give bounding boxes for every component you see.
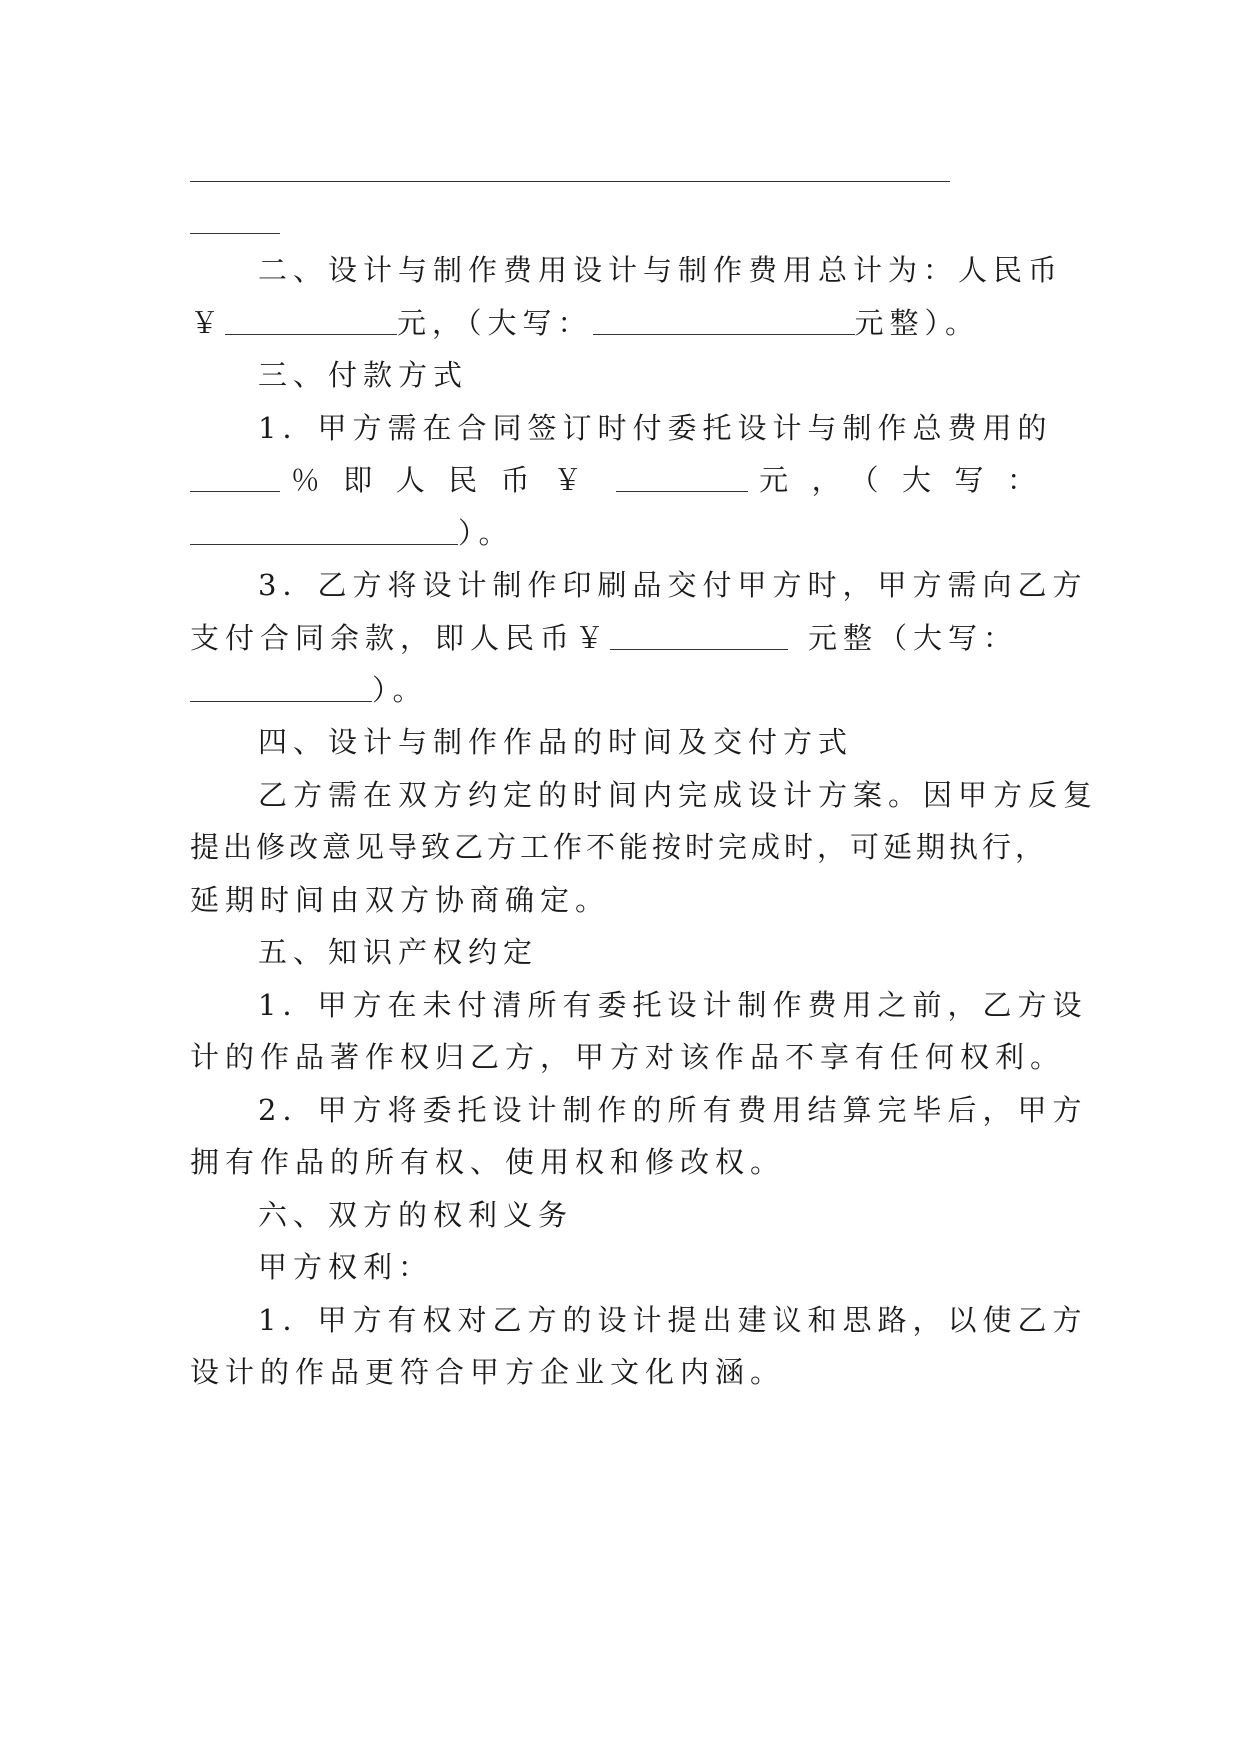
section-4-title: 四、设计与制作作品的时间及交付方式 <box>258 725 854 759</box>
section-6-subtitle: 甲方权利： <box>258 1250 434 1284</box>
section-2-end: 元整）。 <box>854 306 981 340</box>
section-3-item-1-end: ）。 <box>458 516 514 550</box>
section-6-item-1-line-1: 1．甲方有权对乙方的设计提出建议和思路，以使乙方 <box>258 1303 1088 1337</box>
blank-fill <box>593 332 855 335</box>
blank-fill <box>610 647 788 650</box>
section-5-item-1-line-2: 计的作品著作权归乙方，甲方对该作品不享有任何权利。 <box>190 1040 1066 1074</box>
section-5-title: 五、知识产权约定 <box>258 935 539 969</box>
section-2-amount-line <box>190 303 1058 343</box>
yen-symbol: ￥ <box>190 306 226 340</box>
document-page <box>190 0 1099 1754</box>
section-3-item-3-yuan: 元整（大写： <box>808 621 1019 655</box>
section-3-item-3-line-1: 3．乙方将设计制作印刷品交付甲方时，甲方需向乙方 <box>258 568 1088 602</box>
section-3-item-1-line-1: 1．甲方需在合同签订时付委托设计与制作总费用的 <box>258 411 1053 445</box>
section-4-line-3: 延期时间由双方协商确定。 <box>190 883 611 917</box>
section-3-item-3-text: 支付合同余款，即人民币￥ <box>190 621 611 655</box>
section-6-item-1-line-2: 设计的作品更符合甲方企业文化内涵。 <box>190 1355 786 1389</box>
section-5-item-2-line-1: 2．甲方将委托设计制作的所有费用结算完毕后，甲方 <box>258 1093 1088 1127</box>
section-3-yuan-text: 元，（大写： <box>759 463 1059 497</box>
section-5-item-1-line-1: 1．甲方在未付清所有委托设计制作费用之前，乙方设 <box>258 988 1088 1022</box>
blank-fill <box>616 489 748 492</box>
section-3-item-3-line-2 <box>190 618 1058 658</box>
section-3-item-3-end: ）。 <box>372 673 428 707</box>
section-2-title: 二、设计与制作费用设计与制作费用总计为：人民币 <box>258 253 1064 287</box>
section-4-line-2: 提出修改意见导致乙方工作不能按时完成时，可延期执行， <box>190 830 1049 864</box>
section-3-item-3-line-3 <box>190 670 1058 710</box>
blank-line-top <box>190 150 1058 190</box>
blank-fill <box>190 489 280 492</box>
section-3-title: 三、付款方式 <box>258 358 469 392</box>
blank-fill <box>225 332 397 335</box>
section-3-percent-text: ％即人民币￥ <box>290 463 606 497</box>
blank-fill <box>190 231 280 234</box>
blank-fill <box>190 542 458 545</box>
section-3-item-1-line-2 <box>190 460 1058 500</box>
section-5-item-2-line-2: 拥有作品的所有权、使用权和修改权。 <box>190 1145 786 1179</box>
section-4-line-1: 乙方需在双方约定的时间内完成设计方案。因甲方反复 <box>258 778 1099 812</box>
blank-line-top-short <box>190 202 1058 242</box>
section-2-yuan: 元，（大写： <box>397 306 593 340</box>
blank-fill <box>190 179 950 182</box>
section-6-title: 六、双方的权利义务 <box>258 1198 574 1232</box>
section-3-item-1-line-3 <box>190 513 1058 553</box>
blank-fill <box>190 699 372 702</box>
